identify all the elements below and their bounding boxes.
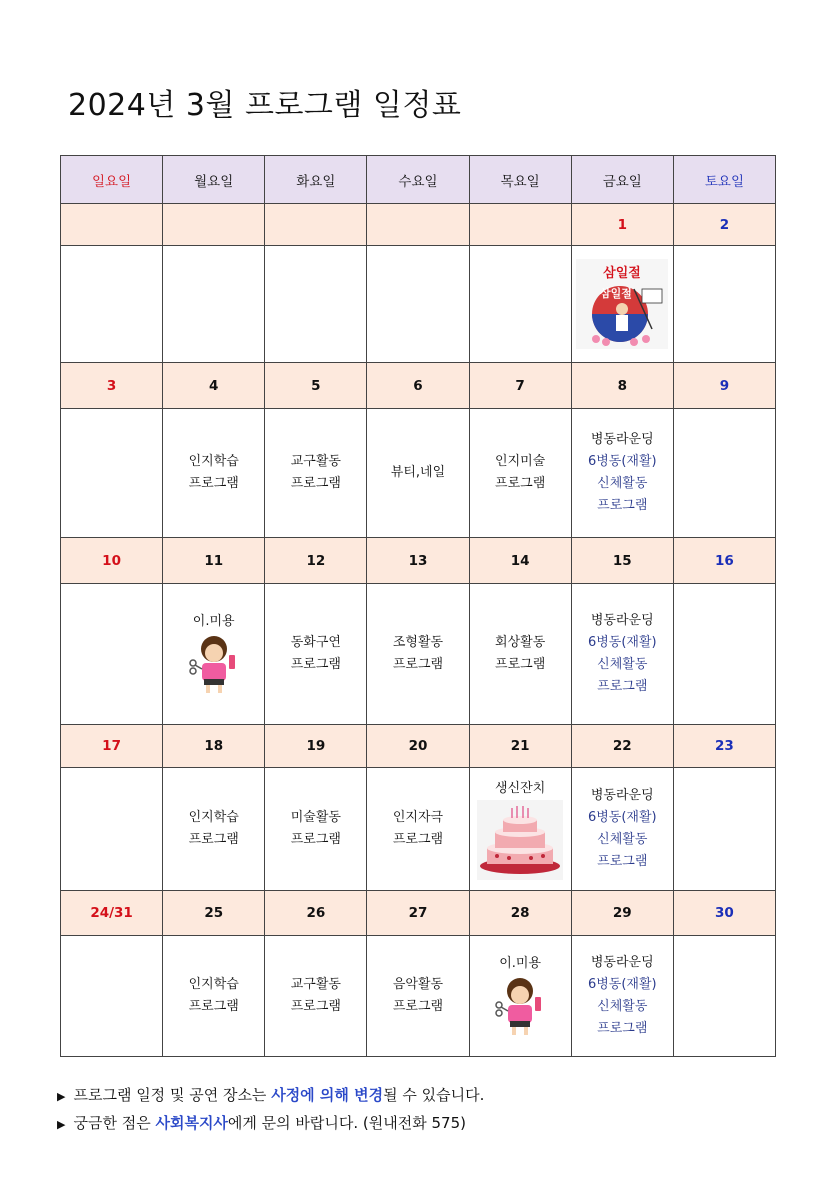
date-cell	[265, 204, 367, 246]
event-cell	[571, 246, 673, 363]
event-cell	[673, 409, 775, 538]
program-ward: 6병동(재활)	[587, 977, 657, 992]
date-cell: 12	[265, 538, 367, 584]
event-cell	[367, 409, 469, 538]
event-cell	[571, 768, 673, 891]
samiljeol-art: 삼일절	[600, 287, 633, 300]
program-suffix: 프로그램	[290, 999, 341, 1014]
note-highlight: 사회복지사	[155, 1114, 228, 1132]
program-suffix: 프로그램	[597, 854, 648, 869]
program-suffix: 프로그램	[290, 832, 341, 847]
date-row	[61, 538, 776, 584]
weekday-wednesday: 수요일	[367, 156, 469, 204]
program-suffix: 프로그램	[597, 679, 648, 694]
event-row	[61, 768, 776, 891]
program-name: 인지미술	[495, 454, 546, 469]
date-cell: 20	[367, 725, 469, 768]
date-cell: 25	[163, 891, 265, 936]
event-cell	[61, 584, 163, 725]
date-cell: 8	[571, 363, 673, 409]
date-cell: 21	[469, 725, 571, 768]
event-cell	[673, 768, 775, 891]
date-row	[61, 725, 776, 768]
event-cell	[673, 584, 775, 725]
program-name: 병동라운딩	[590, 788, 654, 803]
event-cell	[163, 409, 265, 538]
date-cell	[163, 204, 265, 246]
program-suffix: 프로그램	[597, 498, 648, 513]
hairdresser-icon	[187, 633, 241, 697]
date-cell: 17	[61, 725, 163, 768]
program-ward: 6병동(재활)	[587, 635, 657, 650]
date-cell: 15	[571, 538, 673, 584]
note-line	[57, 1110, 484, 1138]
event-cell	[367, 936, 469, 1057]
event-cell	[469, 936, 571, 1057]
date-cell: 5	[265, 363, 367, 409]
event-cell	[61, 936, 163, 1057]
flag-icon	[576, 259, 668, 349]
event-cell	[61, 409, 163, 538]
program-suffix: 프로그램	[188, 999, 239, 1014]
independence-day-illustration	[572, 259, 673, 349]
program-suffix: 프로그램	[188, 476, 239, 491]
note-text: 프로그램 일정 및 공연 장소는	[73, 1086, 272, 1104]
program-name: 조형활동	[392, 635, 444, 650]
date-row	[61, 204, 776, 246]
note-text: 에게 문의 바랍니다. (원내전화 575)	[227, 1114, 466, 1132]
birthday-cake-icon	[477, 800, 563, 880]
triangle-bullet-icon: ▶	[57, 1090, 66, 1103]
program-name: 뷰티,네일	[390, 465, 446, 480]
date-cell: 3	[61, 363, 163, 409]
event-cell	[163, 246, 265, 363]
date-cell: 16	[673, 538, 775, 584]
program-name: 인지학습	[188, 977, 239, 992]
weekday-tuesday: 화요일	[265, 156, 367, 204]
date-cell: 9	[673, 363, 775, 409]
event-cell	[265, 936, 367, 1057]
program-name: 병동라운딩	[590, 955, 654, 970]
event-cell	[571, 936, 673, 1057]
date-cell: 4	[163, 363, 265, 409]
event-row	[61, 246, 776, 363]
program-name: 인지자극	[392, 810, 444, 825]
event-cell	[265, 768, 367, 891]
date-cell: 18	[163, 725, 265, 768]
date-cell: 11	[163, 538, 265, 584]
program-name: 교구활동	[290, 454, 341, 469]
note-text: 궁금한 점은	[73, 1114, 156, 1132]
date-cell: 19	[265, 725, 367, 768]
event-cell	[367, 768, 469, 891]
haircut-label: 이.미용	[499, 956, 542, 971]
program-name: 교구활동	[290, 977, 341, 992]
date-cell: 1	[571, 204, 673, 246]
event-cell	[469, 409, 571, 538]
triangle-bullet-icon: ▶	[57, 1118, 66, 1131]
date-cell: 23	[673, 725, 775, 768]
program-name: 동화구연	[290, 635, 341, 650]
program-name: 인지학습	[188, 810, 239, 825]
page-title: 2024년 3월 프로그램 일정표	[68, 88, 462, 123]
program-activity: 신체활동	[597, 832, 648, 847]
date-cell: 2	[673, 204, 775, 246]
program-ward: 6병동(재활)	[587, 810, 657, 825]
program-suffix: 프로그램	[290, 657, 341, 672]
event-cell	[469, 584, 571, 725]
date-cell: 6	[367, 363, 469, 409]
event-cell	[61, 768, 163, 891]
date-cell: 28	[469, 891, 571, 936]
event-cell	[367, 246, 469, 363]
program-activity: 신체활동	[597, 476, 648, 491]
program-suffix: 프로그램	[392, 832, 444, 847]
event-cell	[163, 936, 265, 1057]
date-row	[61, 363, 776, 409]
event-row	[61, 584, 776, 725]
date-row	[61, 891, 776, 936]
weekday-header-row	[61, 156, 776, 204]
program-name: 인지학습	[188, 454, 239, 469]
date-cell: 7	[469, 363, 571, 409]
program-suffix: 프로그램	[597, 1021, 648, 1036]
program-suffix: 프로그램	[290, 476, 341, 491]
event-cell	[673, 246, 775, 363]
program-ward: 6병동(재활)	[587, 454, 657, 469]
program-activity: 신체활동	[597, 999, 648, 1014]
birthday-label: 생신잔치	[495, 781, 546, 796]
program-name: 병동라운딩	[590, 613, 654, 628]
samiljeol-label: 삼일절	[603, 266, 642, 281]
date-cell: 26	[265, 891, 367, 936]
program-activity: 신체활동	[597, 657, 648, 672]
haircut-label: 이.미용	[192, 614, 235, 629]
calendar-table	[60, 155, 776, 1057]
date-cell: 13	[367, 538, 469, 584]
event-cell	[265, 584, 367, 725]
date-cell: 29	[571, 891, 673, 936]
note-highlight: 사정에 의해 변경	[271, 1086, 384, 1104]
date-cell: 30	[673, 891, 775, 936]
date-cell: 10	[61, 538, 163, 584]
program-suffix: 프로그램	[188, 832, 239, 847]
program-name: 병동라운딩	[590, 432, 654, 447]
date-cell	[61, 204, 163, 246]
date-cell	[469, 204, 571, 246]
event-cell	[265, 246, 367, 363]
hairdresser-icon	[493, 975, 547, 1039]
note-text: 될 수 있습니다.	[383, 1086, 485, 1104]
event-cell	[163, 768, 265, 891]
weekday-sunday: 일요일	[61, 156, 163, 204]
weekday-thursday: 목요일	[469, 156, 571, 204]
program-name: 음악활동	[392, 977, 444, 992]
footer-notes	[57, 1082, 484, 1138]
event-cell	[61, 246, 163, 363]
event-cell	[163, 584, 265, 725]
note-line	[57, 1082, 484, 1110]
event-row	[61, 936, 776, 1057]
date-cell: 27	[367, 891, 469, 936]
event-cell	[571, 584, 673, 725]
event-cell	[367, 584, 469, 725]
program-suffix: 프로그램	[495, 657, 546, 672]
event-row	[61, 409, 776, 538]
event-cell	[469, 768, 571, 891]
event-cell	[571, 409, 673, 538]
event-cell	[673, 936, 775, 1057]
program-suffix: 프로그램	[392, 999, 444, 1014]
date-cell: 22	[571, 725, 673, 768]
event-cell	[469, 246, 571, 363]
program-name: 미술활동	[290, 810, 341, 825]
weekday-monday: 월요일	[163, 156, 265, 204]
event-cell	[265, 409, 367, 538]
weekday-saturday: 토요일	[673, 156, 775, 204]
date-cell: 14	[469, 538, 571, 584]
date-cell: 24/31	[61, 891, 163, 936]
program-suffix: 프로그램	[495, 476, 546, 491]
date-cell	[367, 204, 469, 246]
weekday-friday: 금요일	[571, 156, 673, 204]
program-name: 회상활동	[495, 635, 546, 650]
program-suffix: 프로그램	[392, 657, 444, 672]
